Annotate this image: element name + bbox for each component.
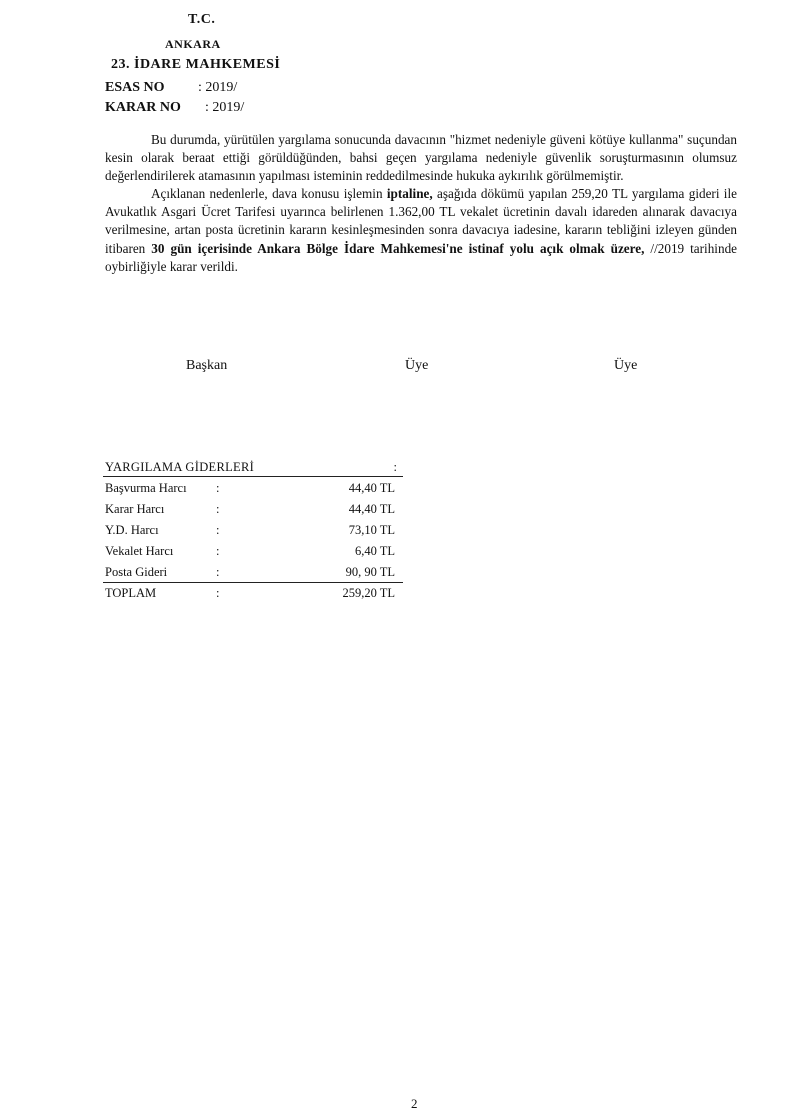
esas-value: : 2019/ <box>198 80 238 95</box>
esas-label: ESAS NO <box>105 80 165 95</box>
cost-label: Vekalet Harcı <box>105 544 174 558</box>
cost-label: Başvurma Harcı <box>105 481 187 495</box>
cost-colon: : <box>216 502 220 516</box>
costs-header <box>103 458 403 477</box>
karar-value: : 2019/ <box>205 100 245 115</box>
signature-uye-2: Üye <box>614 358 638 373</box>
cost-row <box>103 498 403 519</box>
page-number: 2 <box>411 1096 418 1111</box>
p2-part-c: aşağıda dökümü yapılan 259,20 TL yargılama gideri ile Avukatlık Asgari Ücret Tarifesi uyarınca belirlenen 1.362,00 TL vekalet ücretinin davalı idareden alınarak davacıya verilmesine, artan posta ücretinin kararın kesinleşmesinden sonra davacıya iadesine, kararın tebliğini izleyen günden itibaren <box>105 186 737 256</box>
cost-label: Posta Gideri <box>105 565 168 579</box>
cost-total-label: TOPLAM <box>105 586 157 600</box>
cost-colon: : <box>216 481 220 495</box>
p2-part-e: //2019 tarihinde oybirliğiyle karar verildi. <box>105 240 738 274</box>
cost-amount: 90, 90 TL <box>345 565 395 579</box>
costs-table <box>103 458 403 604</box>
cost-row <box>103 519 403 540</box>
decision-body <box>105 131 737 276</box>
cost-amount: 6,40 TL <box>354 544 395 558</box>
cost-colon: : <box>216 523 220 537</box>
cost-amount: 44,40 TL <box>348 481 395 495</box>
cost-label: Y.D. Harcı <box>105 523 159 537</box>
cost-amount: 44,40 TL <box>348 502 395 516</box>
paragraph-2 <box>105 185 737 275</box>
cost-row <box>103 540 403 561</box>
cost-total-row <box>103 583 403 604</box>
p2-part-d: 30 gün içerisinde Ankara Bölge İdare Mahkemesi'ne istinaf yolu açık olmak üzere, <box>151 240 645 256</box>
signature-baskan: Başkan <box>186 358 228 373</box>
cost-total-amount: 259,20 TL <box>342 586 395 600</box>
karar-no <box>105 100 244 116</box>
signature-uye-1: Üye <box>405 358 429 373</box>
p2-part-a: Açıklanan nedenlerle, dava konusu işlemin <box>151 186 387 202</box>
cost-label: Karar Harcı <box>105 502 165 516</box>
header-city: ANKARA <box>165 37 221 51</box>
cost-colon: : <box>216 544 220 558</box>
cost-row <box>103 477 403 498</box>
costs-title-colon: : <box>393 460 397 474</box>
header-tc: T.C. <box>188 12 216 27</box>
paragraph-1: Bu durumda, yürütülen yargılama sonucunda davacının "hizmet nedeniyle güveni kötüye kullanma" suçundan kesin olarak beraat ettiği görüldüğünden, bahsi geçen yargılama nedeniyle güvenlik soruşturmasının olumsuz değerlendirilerek atamasının yapılması isteminin reddedilmesinde hukuka aykırılık görülmemiştir. <box>105 132 737 184</box>
cost-total-colon: : <box>216 586 220 600</box>
court-name: 23. İDARE MAHKEMESİ <box>111 57 281 72</box>
cost-colon: : <box>216 565 220 579</box>
p2-part-b: iptaline, <box>386 186 433 202</box>
costs-title: YARGILAMA GİDERLERİ <box>105 460 255 474</box>
cost-row <box>103 561 403 583</box>
karar-label: KARAR NO <box>105 100 181 115</box>
esas-no <box>105 80 237 96</box>
cost-amount: 73,10 TL <box>348 523 395 537</box>
